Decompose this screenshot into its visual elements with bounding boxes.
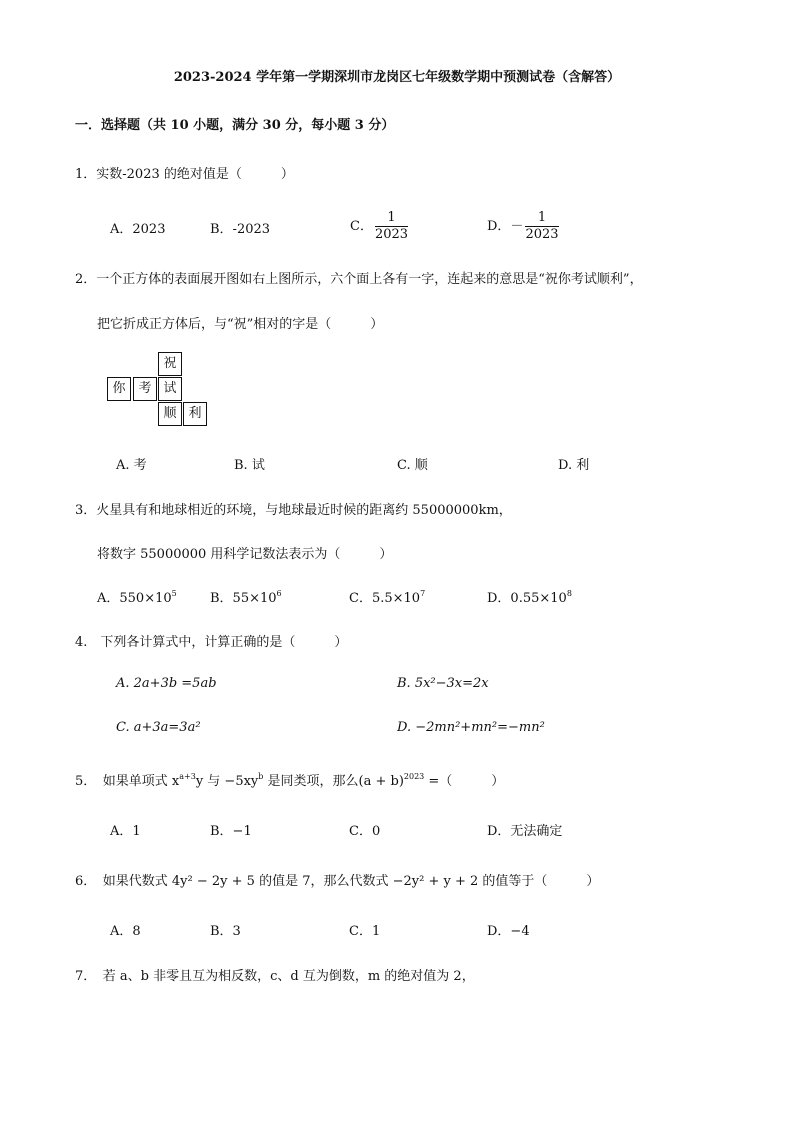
q4-option-a: A. 2a+3b =5ab — [116, 676, 217, 691]
q2-option-b: B. 试 — [234, 458, 265, 473]
q1-option-a: A．2023 — [110, 222, 166, 237]
q1-option-c-prefix: C． — [350, 219, 373, 234]
q6-stem: 6． 如果代数式 4y² − 2y + 5 的值是 7，那么代数式 −2y² + y + 2 的值等于（ ） — [75, 874, 600, 889]
q6-option-c: C．1 — [349, 924, 381, 939]
option-text: D．0.55×10 — [487, 591, 567, 606]
q3-stem-line2: 将数字 55000000 用科学记数法表示为（ ） — [97, 547, 393, 562]
net-cell-shun: 顺 — [158, 402, 182, 426]
q5-option-a: A．1 — [110, 824, 141, 839]
q1-option-c — [350, 210, 410, 243]
fraction-denominator: 2023 — [525, 227, 559, 242]
net-cell-li: 利 — [183, 402, 207, 426]
fraction-numerator: 1 — [375, 210, 408, 227]
q4-option-b: B. 5x²−3x=2x — [397, 676, 489, 691]
q3-stem-line1: 3．火星具有和地球相近的环境，与地球最近时候的距离约 55000000km， — [75, 503, 512, 518]
q6-option-b: B．3 — [210, 924, 241, 939]
q4-stem: 4. 下列各计算式中，计算正确的是（ ） — [75, 635, 348, 650]
cube-net-diagram — [107, 352, 211, 428]
net-cell-ni: 你 — [107, 377, 131, 401]
exponent: a+3 — [179, 772, 196, 781]
q6-option-a: A．8 — [110, 924, 141, 939]
q1-fraction-c — [375, 210, 408, 243]
option-text: C．5.5×10 — [349, 591, 421, 606]
q2-option-d: D. 利 — [558, 458, 590, 473]
exponent: 2023 — [403, 772, 425, 781]
net-cell-shi: 试 — [158, 377, 182, 401]
q1-stem: 1．实数-2023 的绝对值是（ ） — [75, 167, 294, 182]
q7-stem: 7． 若 a、b 非零且互为相反数，c、d 互为倒数，m 的绝对值为 2， — [75, 969, 475, 984]
exponent: 6 — [276, 589, 282, 598]
exponent: 7 — [420, 589, 426, 598]
stem-text: 是同类项，那么 — [263, 774, 359, 789]
q3-option-d — [487, 587, 572, 606]
q1-option-d-prefix: D．－ — [487, 219, 524, 234]
stem-text: 5． 如果单项式 x — [75, 774, 180, 789]
q1-option-b: B．-2023 — [210, 222, 271, 237]
q3-option-a — [97, 587, 177, 606]
q6-option-d: D．−4 — [487, 924, 530, 939]
option-text: B．55×10 — [210, 591, 277, 606]
document-title: 2023-2024 学年第一学期深圳市龙岗区七年级数学期中预测试卷（含解答） — [173, 70, 621, 85]
q2-option-c: C. 顺 — [397, 458, 428, 473]
q1-fraction-d — [525, 210, 558, 243]
exponent: b — [258, 772, 264, 781]
q5-option-d: D．无法确定 — [487, 824, 563, 839]
q4-option-d: D. −2mn²+mn²=−mn² — [397, 720, 545, 735]
fraction-numerator: 1 — [525, 210, 558, 227]
q1-option-d — [487, 210, 561, 243]
fraction-denominator: 2023 — [374, 227, 409, 242]
q4-option-c: C. a+3a=3a² — [116, 720, 201, 735]
q3-option-b — [210, 587, 282, 606]
stem-text: =（ ） — [424, 774, 505, 789]
q3-option-c — [349, 587, 425, 606]
net-cell-zhu: 祝 — [158, 352, 182, 376]
section-heading: 一．选择题（共 10 小题，满分 30 分，每小题 3 分） — [75, 118, 395, 133]
option-text: A．550×10 — [97, 591, 172, 606]
q5-option-b: B．−1 — [210, 824, 252, 839]
q2-stem-line1: 2．一个正方体的表面展开图如右上图所示，六个面上各有一字，连起来的意思是“祝你考试顺利”， — [75, 272, 643, 287]
net-cell-kao: 考 — [133, 377, 157, 401]
exponent: 5 — [171, 589, 177, 598]
expression: (a + b) — [358, 774, 404, 789]
q5-option-c: C．0 — [349, 824, 381, 839]
q5-stem — [75, 770, 504, 789]
exponent: 8 — [566, 589, 572, 598]
q2-stem-line2: 把它折成正方体后，与“祝”相对的字是（ ） — [97, 317, 384, 332]
stem-text: y 与 −5xy — [195, 774, 259, 789]
q2-option-a: A. 考 — [116, 458, 147, 473]
